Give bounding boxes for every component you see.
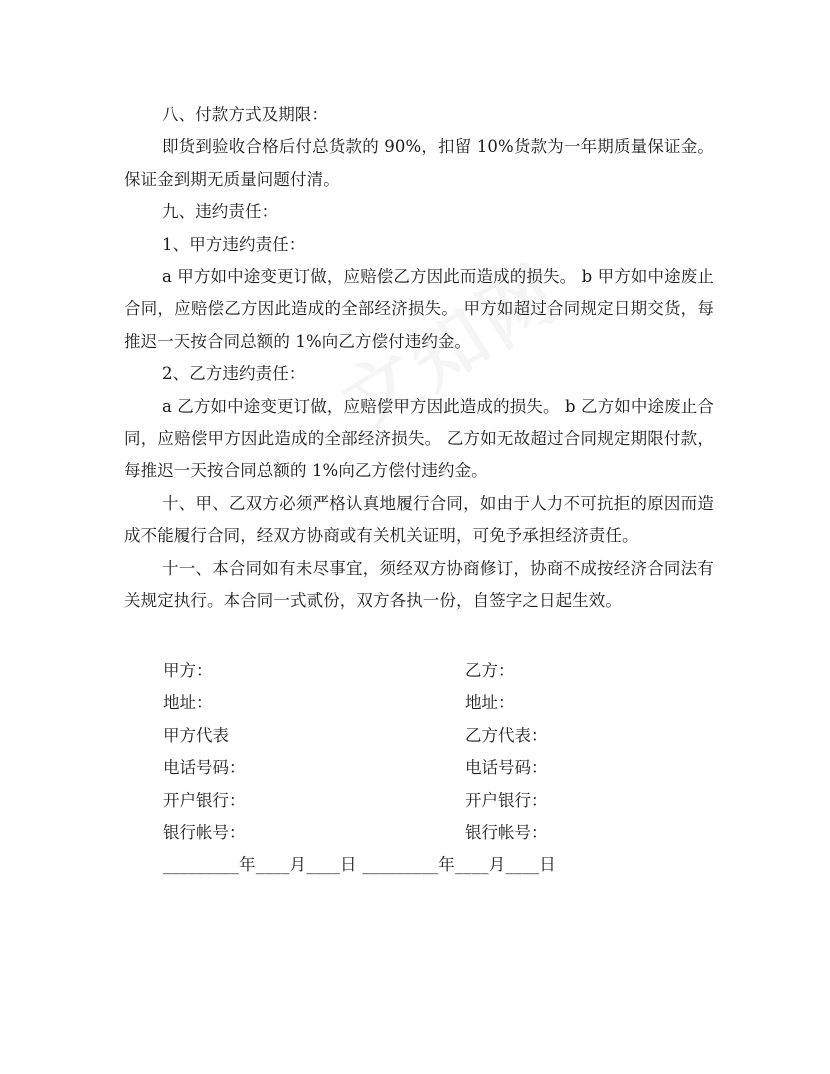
party-b-address-label: 地址： [465, 693, 515, 713]
party-a-label: 甲方： [163, 661, 213, 680]
signature-row-account [163, 817, 583, 849]
signature-date-line: _________年____月____日 _________年____月____日 [163, 855, 556, 875]
party-a-liability-paragraph: a 甲方如中途变更订做，应赔偿乙方因此而造成的损失。 b 甲方如中途废止合同，应赔偿乙方因此造成的全部经济损失。 甲方如超过合同规定日期交货，每推迟一天按合同总额的 1%向乙方偿付违约金。 [124, 267, 714, 351]
signature-row-bank [163, 785, 583, 817]
section-8-heading: 八、付款方式及期限： [162, 105, 328, 124]
party-b-representative-label: 乙方代表： [465, 725, 548, 745]
signature-row-date [163, 849, 583, 881]
party-a-account-label: 银行帐号： [163, 822, 246, 842]
signature-row-address [163, 687, 583, 719]
party-b-bank-label: 开户银行： [465, 790, 548, 810]
signature-block [163, 655, 583, 882]
party-a-liability-heading: 1、甲方违约责任： [162, 234, 306, 254]
signature-row-representative [163, 720, 583, 752]
party-a-bank-label: 开户银行： [163, 790, 246, 810]
party-b-label: 乙方： [465, 661, 515, 680]
party-a-representative-label: 甲方代表 [163, 725, 229, 745]
party-b-account-label: 银行帐号： [465, 822, 548, 842]
section-11-paragraph: 十一、本合同如有未尽事宜，须经双方协商修订，协商不成按经济合同法有关规定执行。本合同一式贰份，双方各执一份，自签字之日起生效。 [124, 558, 714, 611]
party-b-liability-heading: 2、乙方违约责任： [162, 364, 306, 384]
party-a-phone-label: 电话号码： [163, 758, 246, 778]
party-b-phone-label: 电话号码： [465, 758, 548, 778]
section-9-heading: 九、违约责任： [162, 202, 279, 222]
signature-row-phone [163, 752, 583, 784]
party-b-liability-paragraph: a 乙方如中途变更订做，应赔偿甲方因此造成的损失。 b 乙方如中途废止合同，应赔偿甲方因此造成的全部经济损失。 乙方如无故超过合同规定期限付款，每推迟一天按合同总额的 1%向乙方偿付违约金。 [124, 396, 714, 481]
contract-body [124, 99, 714, 618]
payment-terms-paragraph: 即货到验收合格后付总货款的 90%，扣留 10%货款为一年期质量保证金。保证金到期无质量问题付清。 [124, 137, 714, 189]
section-10-paragraph: 十、甲、乙双方必须严格认真地履行合同，如由于人力不可抗拒的原因而造成不能履行合同，经双方协商或有关机关证明，可免予承担经济责任。 [124, 493, 714, 546]
signature-row-party [163, 655, 583, 687]
party-a-address-label: 地址： [163, 693, 213, 713]
